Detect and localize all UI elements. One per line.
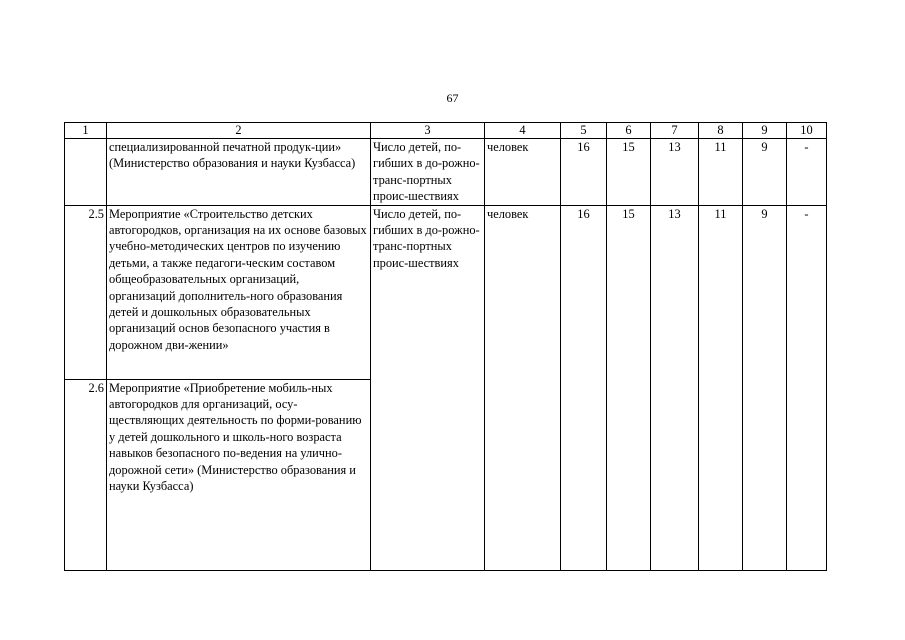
header-cell: 4 [485, 123, 561, 139]
row-indicator: Число детей, по-гибших в до-рожно-транс-портных проис-шествиях [371, 205, 485, 570]
header-cell: 1 [65, 123, 107, 139]
page-number: 67 [446, 91, 459, 105]
row-value: 16 [561, 139, 607, 206]
row-number: 2.5 [65, 205, 107, 379]
header-cell: 3 [371, 123, 485, 139]
row-value: 13 [651, 205, 699, 570]
row-value: - [787, 139, 827, 206]
row-indicator: Число детей, по-гибших в до-рожно-транс-портных проис-шествиях [371, 139, 485, 206]
row-number [65, 139, 107, 206]
table-row [65, 205, 827, 379]
row-value: 15 [607, 139, 651, 206]
header-cell: 10 [787, 123, 827, 139]
row-value: - [787, 205, 827, 570]
header-cell: 2 [107, 123, 371, 139]
row-value: 15 [607, 205, 651, 570]
row-value: 11 [699, 205, 743, 570]
row-unit: человек [485, 139, 561, 206]
row-value: 13 [651, 139, 699, 206]
header-cell: 6 [607, 123, 651, 139]
row-value: 16 [561, 205, 607, 570]
table-row [65, 139, 827, 206]
row-value: 11 [699, 139, 743, 206]
row-value: 9 [743, 205, 787, 570]
row-value: 9 [743, 139, 787, 206]
header-row [65, 123, 827, 139]
header-cell: 8 [699, 123, 743, 139]
program-table [64, 122, 827, 571]
row-description: Мероприятие «Приобретение мобиль-ных автогородков для организаций, осу-ществляющих деятельность по форми-рованию у детей дошкольного и школь-ного возраста навыков безопасного по-ведения на улично-дорожной сети» (Министерство образования и науки Кузбасса) [107, 379, 371, 570]
header-cell: 5 [561, 123, 607, 139]
row-unit: человек [485, 205, 561, 570]
header-cell: 9 [743, 123, 787, 139]
row-description: специализированной печатной продук-ции» (Министерство образования и науки Кузбасса) [107, 139, 371, 206]
row-description: Мероприятие «Строительство детских автогородков, организация на их основе базовых учебно-методических центров по изучению детьми, а также педагоги-ческим составом общеобразовательных организаций, организаций дополнитель-ного образования детей и дошкольных образовательных организаций основ безопасного участия в дорожном дви-жении» [107, 205, 371, 379]
header-cell: 7 [651, 123, 699, 139]
row-number: 2.6 [65, 379, 107, 570]
